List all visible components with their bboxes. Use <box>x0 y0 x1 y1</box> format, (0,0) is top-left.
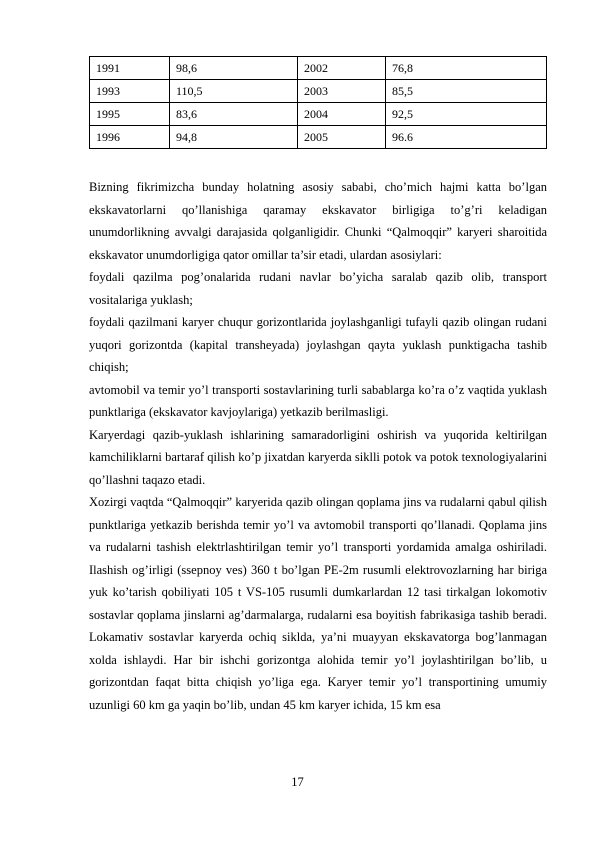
table-cell: 1996 <box>90 126 170 149</box>
paragraph-factor-2: foydali qazilmani karyer chuqur gorizontlarida joylashganligi tufayli qazib olingan rudani yuqori gorizontda (kapital transheyada) joylashgan qayta yuklash punktigacha tashib chiqish; <box>89 315 547 374</box>
paragraph-transport: Xozirgi vaqtda “Qalmoqqir” karyerida qazib olingan qoplama jins va rudalarni qabul qilish punktlariga yetkazib berishda temir yo’l va avtomobil transporti qo’llanadi. Qoplama jins va rudalarni tashish elektrlashtirilgan temir yo’l transporti yordamida amalga oshiriladi. Ilashish og’irligi (ssepnoy ves) 360 t bo’lgan PE-2m rusumli elektrovozlarning har biriga yuk ko’tarish qobiliyati 105 t VS-105 rusumli dumkarlardan 12 tasi tirkalgan lokomotiv sostavlar qoplama jinslarni ag’darmalarga, rudalarni esa boyitish fabrikasiga tashib beradi. Lokamativ sostavlar karyerda ochiq siklda, ya’ni muayyan ekskavatorga bog’lanmagan xolda ishlaydi. Har bir ishchi gorizontga alohida temir yo’l joylashtirilgan bo’lib, u gorizontdan faqat bitta chiqish yo’liga ega. Karyer temir yo’l transportining umumiy uzunligi 60 km ga yaqin bo’lib, undan 45 km karyer ichida, 15 km esa <box>89 495 547 712</box>
table-cell: 2004 <box>298 103 386 126</box>
table-cell: 1995 <box>90 103 170 126</box>
table-cell: 94,8 <box>170 126 298 149</box>
production-table <box>89 56 547 149</box>
table-row <box>90 103 547 126</box>
paragraph-efficiency: Karyerdagi qazib-yuklash ishlarining samaradorligini oshirish va yuqorida keltirilgan kamchiliklarni bartaraf qilish ko’p jixatdan karyerda siklli potok va potok texnologiyalarini qo’llashni taqazo etadi. <box>89 427 547 487</box>
table-cell: 85,5 <box>386 80 547 103</box>
table-cell: 92,5 <box>386 103 547 126</box>
table-cell: 110,5 <box>170 80 298 103</box>
table-cell: 2003 <box>298 80 386 103</box>
table-cell: 83,6 <box>170 103 298 126</box>
paragraph-factor-3: avtomobil va temir yo’l transporti sostavlarining turli sabablarga ko’ra o’z vaqtida yuklash punktlariga (ekskavator kavjoylariga) yetkazib berilmasligi. <box>89 382 547 419</box>
page-number: 17 <box>291 775 304 789</box>
table-cell: 2002 <box>298 57 386 80</box>
table-cell: 1993 <box>90 80 170 103</box>
paragraph-factor-1: foydali qazilma pog’onalarida rudani navlar bo’yicha saralab qazib olib, transport vositalariga yuklash; <box>89 270 547 307</box>
table-row <box>90 80 547 103</box>
body-text <box>89 176 547 716</box>
table-row <box>90 126 547 149</box>
table-cell: 1991 <box>90 57 170 80</box>
table-row <box>90 57 547 80</box>
table-cell: 96.6 <box>386 126 547 149</box>
table-cell: 76,8 <box>386 57 547 80</box>
table-cell: 98,6 <box>170 57 298 80</box>
paragraph-reason: Bizning fikrimizcha bunday holatning asosiy sababi, cho’mich hajmi katta bo’lgan ekskavatorlarni qo’llanishiga qaramay ekskavator birligiga to’g’ri keladigan unumdorlikning avvalgi darajasida qolganligidir. Chunki “Qalmoqqir” karyeri sharoitida ekskavator unumdorligiga qator omillar ta’sir etadi, ulardan asosiylari: <box>89 180 547 262</box>
table-cell: 2005 <box>298 126 386 149</box>
